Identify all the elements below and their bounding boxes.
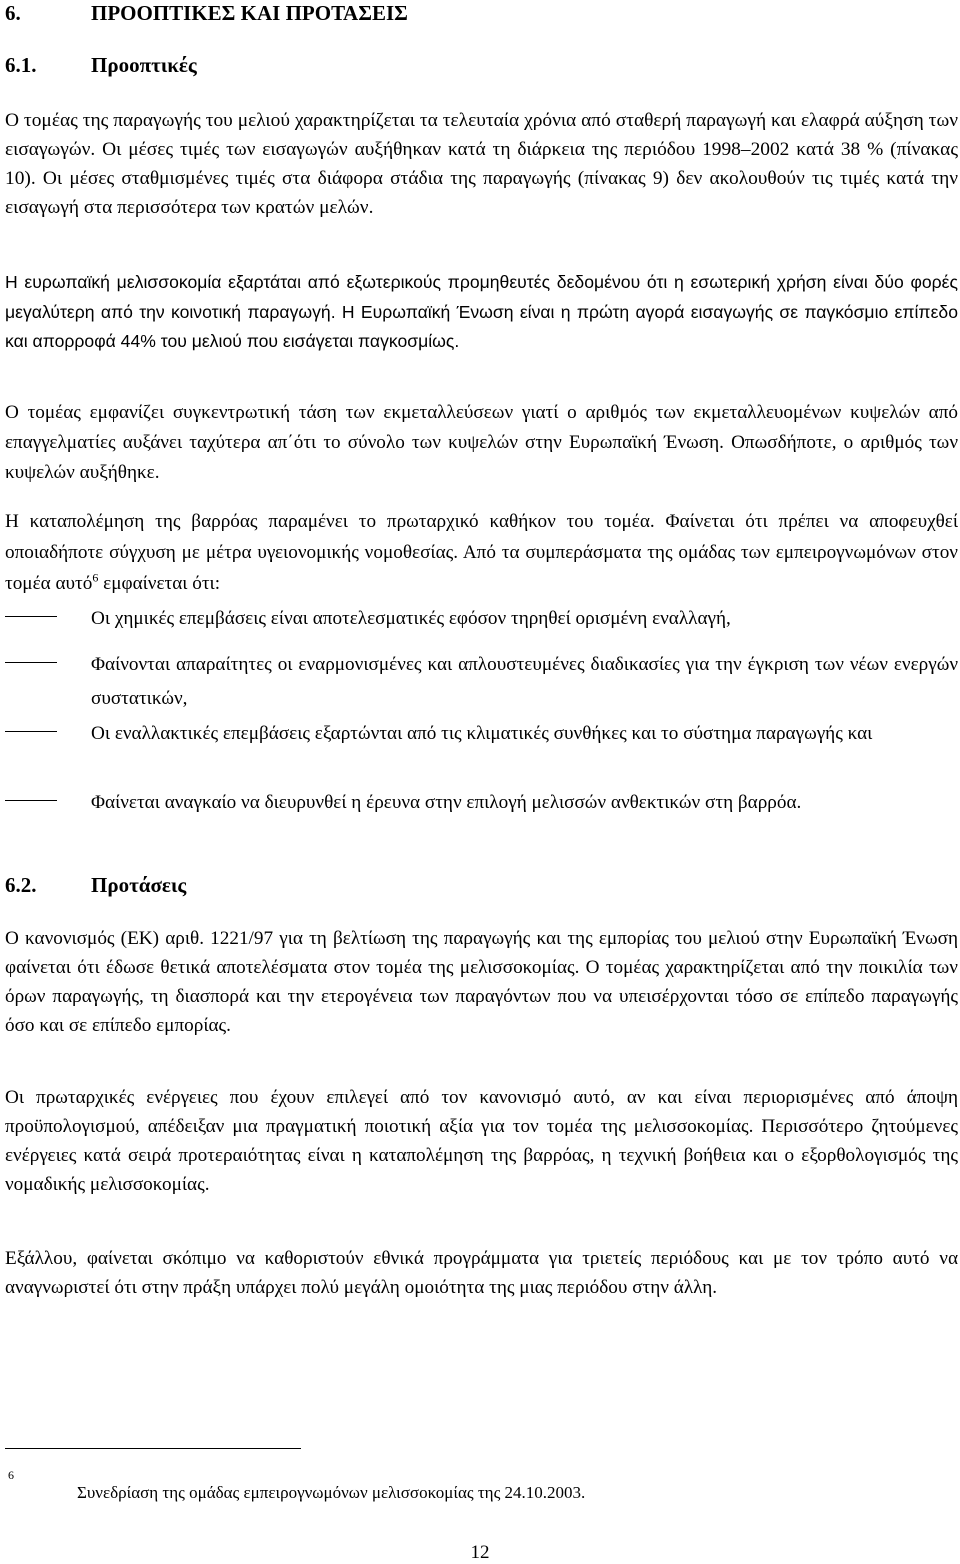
paragraph: Ο κανονισμός (ΕΚ) αριθ. 1221/97 για τη βελτίωση της παραγωγής και της εμπορίας του μελιού στην Ευρωπαϊκή Ένωση φαίνεται ότι έδωσε θετικά αποτελέσματα στον τομέα της μελισσοκομίας. Ο τομέας χαρακτηρίζεται από την ποικιλία των όρων παραγωγής, τη διασπορά και την ετερογένεια των παραγόντων που να υπεισέρχονται τόσο σε επίπεδο παραγωγής όσο και σε επίπεδο εμπορίας.	[5, 928, 958, 1036]
dash-bullet	[5, 731, 57, 732]
footnote-separator	[5, 1448, 301, 1449]
footnote-text: Συνεδρίαση της ομάδας εμπειρογνωμόνων μελισσοκομίας της 24.10.2003.	[77, 1483, 586, 1502]
subsection-title: Προτάσεις	[91, 873, 187, 897]
dash-bullet	[5, 616, 57, 617]
bullet-text: Οι χημικές επεμβάσεις είναι αποτελεσματικές εφόσον τηρηθεί ορισμένη εναλλαγή,	[91, 608, 731, 629]
section-title: ΠΡΟΟΠΤΙΚΕΣ ΚΑΙ ΠΡΟΤΑΣΕΙΣ	[91, 1, 408, 25]
bullet-text: Φαίνεται αναγκαίο να διευρυνθεί η έρευνα στην επιλογή μελισσών ανθεκτικών στη βαρρόα.	[91, 792, 802, 813]
subsection-heading-prospects	[5, 52, 197, 78]
bullet-text: Φαίνονται απαραίτητες οι εναρμονισμένες και απλουστευμένες διαδικασίες για την έγκριση των νέων ενεργών συστατικών,	[91, 654, 958, 709]
dash-bullet	[5, 662, 57, 663]
paragraph-text-tail: εμφαίνεται ότι:	[98, 573, 221, 594]
paragraph: Ο τομέας εμφανίζει συγκεντρωτική τάση των εκμεταλλεύσεων γιατί ο αριθμός των εκμεταλλευομένων κυψελών από επαγγελματίες αυξάνει ταχύτερα απ΄ότι το σύνολο των κυψελών στην Ευρωπαϊκή Ένωση. Οπωσδήποτε, ο αριθμός των κυψελών αυξήθηκε.	[5, 402, 958, 483]
bullet-item	[5, 786, 958, 820]
footnote-mark: 6	[8, 1468, 14, 1482]
subsection-heading-proposals	[5, 872, 186, 898]
bullet-item	[5, 602, 958, 636]
paragraph: Εξάλλου, φαίνεται σκόπιμο να καθοριστούν εθνικά προγράμματα για τριετείς περιόδους και με τον τρόπο αυτό να αναγνωριστεί ότι στην πράξη υπάρχει πολύ μεγάλη ομοιότητα της μιας περιόδου στην άλλη.	[5, 1248, 958, 1298]
subsection-number: 6.2.	[5, 873, 37, 897]
bullet-item	[5, 717, 958, 751]
footnote-reference[interactable]: 6	[92, 570, 99, 585]
paragraph	[5, 506, 958, 599]
dash-bullet	[5, 800, 57, 801]
section-heading	[5, 0, 408, 26]
paragraph: Ο τομέας της παραγωγής του μελιού χαρακτηρίζεται τα τελευταία χρόνια από σταθερή παραγωγή και ελαφρά αύξηση των εισαγωγών. Οι μέσες τιμές των εισαγωγών αυξήθηκαν κατά τη διάρκεια της περιόδου 1998–2002 κατά 38 % (πίνακας 10). Οι μέσες σταθμισμένες τιμές στα διάφορα στάδια της παραγωγής (πίνακας 9) δεν ακολουθούν τις τιμές κατά την εισαγωγή στα περισσότερα των κρατών μελών.	[5, 110, 958, 218]
paragraph-text: Η καταπολέμηση της βαρρόας παραμένει το πρωταρχικό καθήκον του τομέα. Φαίνεται ότι πρέπει να αποφευχθεί οποιαδήποτε σύγχυση με μέτρα υγειονομικής νομοθεσίας. Από τα συμπεράσματα της ομάδας των εμπειρογνωμόνων στον τομέα αυτό	[5, 511, 958, 594]
bullet-text: Οι εναλλακτικές επεμβάσεις εξαρτώνται από τις κλιματικές συνθήκες και το σύστημα παραγωγής και	[91, 723, 873, 744]
page-number: 12	[470, 1542, 490, 1563]
subsection-title: Προοπτικές	[91, 53, 197, 77]
paragraph: Η ευρωπαϊκή μελισσοκομία εξαρτάται από εξωτερικούς προμηθευτές δεδομένου ότι η εσωτερική χρήση είναι δύο φορές μεγαλύτερη από την κοινοτική παραγωγή. Η Ευρωπαϊκή Ένωση είναι η πρώτη αγορά εισαγωγής σε παγκόσμιο επίπεδο και απορροφά 44% του μελιού που εισάγεται παγκοσμίως.	[5, 272, 958, 351]
bullet-item	[5, 648, 958, 716]
paragraph: Οι πρωταρχικές ενέργειες που έχουν επιλεγεί από τον κανονισμό αυτό, αν και είναι περιορισμένες από άποψη προϋπολογισμού, απέδειξαν μια πραγματική ποιοτική αξία για τον τομέα της μελισσοκομίας. Περισσότερο ζητούμενες ενέργειες κατά σειρά προτεραιότητας είναι η καταπολέμηση της βαρρόας, η τεχνική βοήθεια και ο εξορθολογισμός της νομαδικής μελισσοκομίας.	[5, 1087, 958, 1195]
subsection-number: 6.1.	[5, 53, 37, 77]
section-number: 6.	[5, 1, 21, 25]
